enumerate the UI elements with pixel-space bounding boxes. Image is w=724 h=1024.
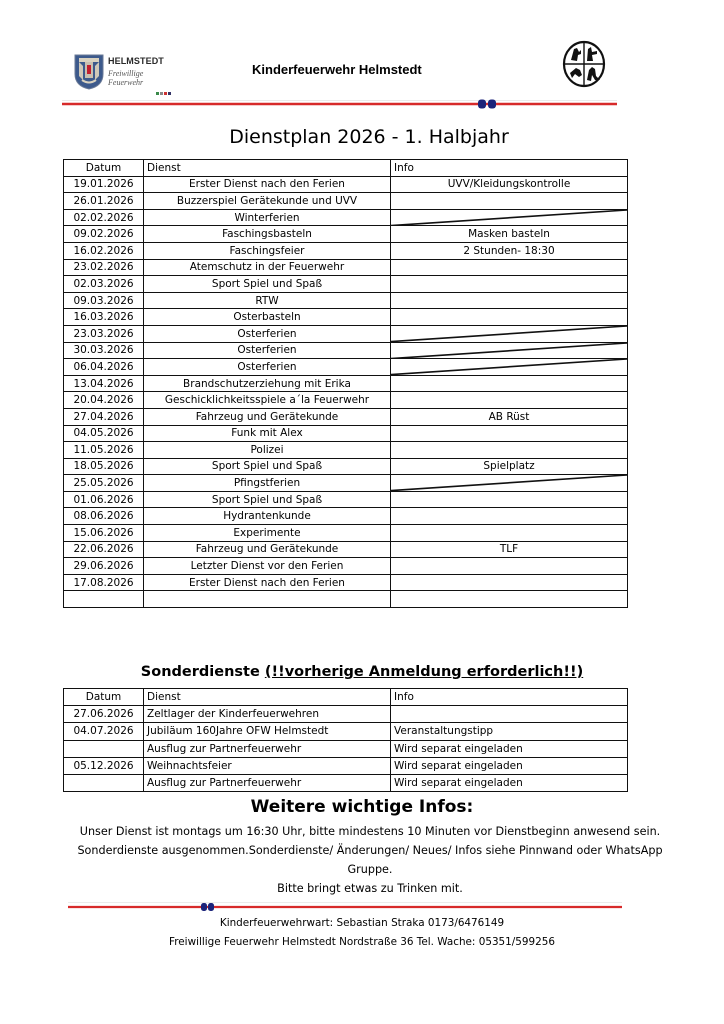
info-heading: Weitere wichtige Infos: — [250, 797, 474, 817]
service-cell: Hydrantenkunde — [144, 508, 391, 525]
special-services-title — [0, 664, 724, 680]
service-cell: Atemschutz in der Feuerwehr — [144, 259, 391, 276]
column-header-service: Dienst — [144, 689, 391, 706]
table-row — [64, 425, 628, 442]
service-cell: Osterferien — [144, 359, 391, 376]
table-row — [64, 475, 628, 492]
logo-subtitle-line1: Freiwillige — [108, 69, 144, 78]
service-cell: Weihnachtsfeier — [144, 757, 391, 774]
service-cell: Sport Spiel und Spaß — [144, 276, 391, 293]
service-cell: Fahrzeug und Gerätekunde — [144, 541, 391, 558]
date-cell: 08.06.2026 — [64, 508, 144, 525]
table-row — [64, 359, 628, 376]
service-schedule-table — [63, 159, 628, 608]
info-cell — [391, 259, 628, 276]
info-cell: UVV/Kleidungskontrolle — [391, 176, 628, 193]
date-cell: 06.04.2026 — [64, 359, 144, 376]
info-cell: Wird separat eingeladen — [391, 774, 628, 791]
date-cell — [64, 740, 144, 757]
service-cell: Faschingsbasteln — [144, 226, 391, 243]
table-row — [64, 392, 628, 409]
column-header-info: Info — [391, 689, 628, 706]
table-row — [64, 541, 628, 558]
info-cell-struck-out — [391, 209, 628, 226]
service-cell: RTW — [144, 292, 391, 309]
date-cell: 23.03.2026 — [64, 325, 144, 342]
footer-contact-warden: Kinderfeuerwehrwart: Sebastian Straka 0173/6476149 — [219, 917, 505, 929]
header-title: Kinderfeuerwehr Helmstedt — [252, 62, 422, 77]
special-services-table — [63, 688, 628, 792]
table-row — [64, 242, 628, 259]
service-cell: Letzter Dienst vor den Ferien — [144, 558, 391, 575]
helmstedt-fire-brigade-logo — [74, 52, 174, 102]
table-row — [64, 193, 628, 210]
document-title-wrap — [0, 126, 724, 148]
date-cell: 29.06.2026 — [64, 558, 144, 575]
date-cell — [64, 774, 144, 791]
info-cell: Masken basteln — [391, 226, 628, 243]
table-row — [64, 723, 628, 740]
table-row — [64, 375, 628, 392]
service-cell: Jubiläum 160Jahre OFW Helmstedt — [144, 723, 391, 740]
column-header-date: Datum — [64, 160, 144, 177]
town-crest-icon — [74, 54, 104, 90]
table-row — [64, 342, 628, 359]
date-cell: 02.02.2026 — [64, 209, 144, 226]
date-cell: 23.02.2026 — [64, 259, 144, 276]
service-cell: Pfingstferien — [144, 475, 391, 492]
table-row — [64, 525, 628, 542]
date-cell: 09.03.2026 — [64, 292, 144, 309]
table-header-row — [64, 689, 628, 706]
date-cell: 16.02.2026 — [64, 242, 144, 259]
table-row — [64, 408, 628, 425]
info-line: Bitte bringt etwas zu Trinken mit. — [277, 882, 463, 895]
table-row — [64, 276, 628, 293]
service-cell: Faschingsfeier — [144, 242, 391, 259]
logo-title: HELMSTEDT — [108, 56, 164, 66]
info-cell-struck-out — [391, 325, 628, 342]
logo-subtitle-line2: Feuerwehr — [108, 78, 144, 87]
date-cell: 02.03.2026 — [64, 276, 144, 293]
date-cell: 09.02.2026 — [64, 226, 144, 243]
info-line: Sonderdienste ausgenommen.Sonderdienste/ Änderungen/ Neues/ Infos siehe Pinnwand oder WhatsApp — [77, 844, 663, 857]
date-cell — [64, 591, 144, 608]
date-cell: 04.07.2026 — [64, 723, 144, 740]
table-row — [64, 309, 628, 326]
info-cell — [391, 276, 628, 293]
info-cell — [391, 375, 628, 392]
date-cell: 25.05.2026 — [64, 475, 144, 492]
table-row — [64, 757, 628, 774]
info-cell: Wird separat eingeladen — [391, 740, 628, 757]
footer-contact-station: Freiwillige Feuerwehr Helmstedt Nordstraße 36 Tel. Wache: 05351/599256 — [169, 936, 555, 948]
service-cell: Sport Spiel und Spaß — [144, 458, 391, 475]
info-cell: TLF — [391, 541, 628, 558]
date-cell: 15.06.2026 — [64, 525, 144, 542]
date-cell: 27.04.2026 — [64, 408, 144, 425]
table-row — [64, 558, 628, 575]
info-cell: AB Rüst — [391, 408, 628, 425]
service-cell — [144, 591, 391, 608]
date-cell: 13.04.2026 — [64, 375, 144, 392]
info-cell-struck-out — [391, 359, 628, 376]
info-cell — [391, 292, 628, 309]
logo-subtitle — [108, 69, 143, 87]
info-body — [40, 822, 700, 898]
service-cell: Funk mit Alex — [144, 425, 391, 442]
strike-diagonal-line — [391, 326, 627, 342]
special-services-title-text: Sonderdienste — [140, 664, 265, 680]
date-cell: 30.03.2026 — [64, 342, 144, 359]
date-cell: 27.06.2026 — [64, 706, 144, 723]
date-cell: 01.06.2026 — [64, 491, 144, 508]
service-cell: Ausflug zur Partnerfeuerwehr — [144, 740, 391, 757]
info-cell — [391, 558, 628, 575]
table-row — [64, 740, 628, 757]
info-cell: Veranstaltungstipp — [391, 723, 628, 740]
service-cell: Osterbasteln — [144, 309, 391, 326]
column-header-service: Dienst — [144, 160, 391, 177]
strike-diagonal-line — [391, 210, 627, 226]
table-row — [64, 259, 628, 276]
date-cell: 04.05.2026 — [64, 425, 144, 442]
info-cell — [391, 591, 628, 608]
service-cell: Brandschutzerziehung mit Erika — [144, 375, 391, 392]
info-cell-struck-out — [391, 475, 628, 492]
info-cell-struck-out — [391, 342, 628, 359]
table-row — [64, 176, 628, 193]
header-divider-rule — [62, 99, 617, 109]
table-row — [64, 292, 628, 309]
table-row — [64, 209, 628, 226]
table-row — [64, 706, 628, 723]
date-cell: 26.01.2026 — [64, 193, 144, 210]
info-cell: 2 Stunden- 18:30 — [391, 242, 628, 259]
service-cell: Erster Dienst nach den Ferien — [144, 176, 391, 193]
service-cell: Osterferien — [144, 325, 391, 342]
column-header-info: Info — [391, 160, 628, 177]
table-row — [64, 491, 628, 508]
service-cell: Winterferien — [144, 209, 391, 226]
strike-diagonal-line — [391, 343, 627, 359]
service-cell: Osterferien — [144, 342, 391, 359]
logo-color-dots — [156, 92, 171, 95]
info-cell — [391, 491, 628, 508]
info-cell — [391, 442, 628, 459]
info-cell: Spielplatz — [391, 458, 628, 475]
service-cell: Geschicklichkeitsspiele a´la Feuerwehr — [144, 392, 391, 409]
date-cell: 20.04.2026 — [64, 392, 144, 409]
service-cell: Zeltlager der Kinderfeuerwehren — [144, 706, 391, 723]
info-cell — [391, 193, 628, 210]
info-cell — [391, 392, 628, 409]
strike-diagonal-line — [391, 359, 627, 375]
info-cell — [391, 425, 628, 442]
info-cell — [391, 574, 628, 591]
info-cell — [391, 309, 628, 326]
service-cell: Ausflug zur Partnerfeuerwehr — [144, 774, 391, 791]
service-cell: Sport Spiel und Spaß — [144, 491, 391, 508]
document-title: Dienstplan 2026 - 1. Halbjahr — [229, 126, 509, 148]
info-line: Unser Dienst ist montags um 16:30 Uhr, bitte mindestens 10 Minuten vor Dienstbeginn anwesend sein. — [79, 825, 661, 838]
service-cell: Experimente — [144, 525, 391, 542]
table-row — [64, 508, 628, 525]
service-cell: Erster Dienst nach den Ferien — [144, 574, 391, 591]
date-cell: 16.03.2026 — [64, 309, 144, 326]
registration-required-notice: (!!vorherige Anmeldung erforderlich!!) — [264, 664, 584, 680]
info-line: Gruppe. — [347, 863, 393, 876]
info-cell: Wird separat eingeladen — [391, 757, 628, 774]
column-header-date: Datum — [64, 689, 144, 706]
info-cell — [391, 508, 628, 525]
date-cell: 18.05.2026 — [64, 458, 144, 475]
date-cell: 05.12.2026 — [64, 757, 144, 774]
table-row — [64, 458, 628, 475]
table-row — [64, 226, 628, 243]
table-row — [64, 574, 628, 591]
table-row — [64, 774, 628, 791]
table-row — [64, 325, 628, 342]
footer — [0, 914, 724, 952]
info-cell — [391, 525, 628, 542]
service-cell: Fahrzeug und Gerätekunde — [144, 408, 391, 425]
table-header-row — [64, 160, 628, 177]
info-cell — [391, 706, 628, 723]
youth-fire-brigade-emblem-icon — [562, 40, 606, 88]
table-row — [64, 591, 628, 608]
service-cell: Buzzerspiel Gerätekunde und UVV — [144, 193, 391, 210]
date-cell: 11.05.2026 — [64, 442, 144, 459]
service-cell: Polizei — [144, 442, 391, 459]
strike-diagonal-line — [391, 475, 627, 491]
table-row — [64, 442, 628, 459]
date-cell: 19.01.2026 — [64, 176, 144, 193]
date-cell: 17.08.2026 — [64, 574, 144, 591]
date-cell: 22.06.2026 — [64, 541, 144, 558]
